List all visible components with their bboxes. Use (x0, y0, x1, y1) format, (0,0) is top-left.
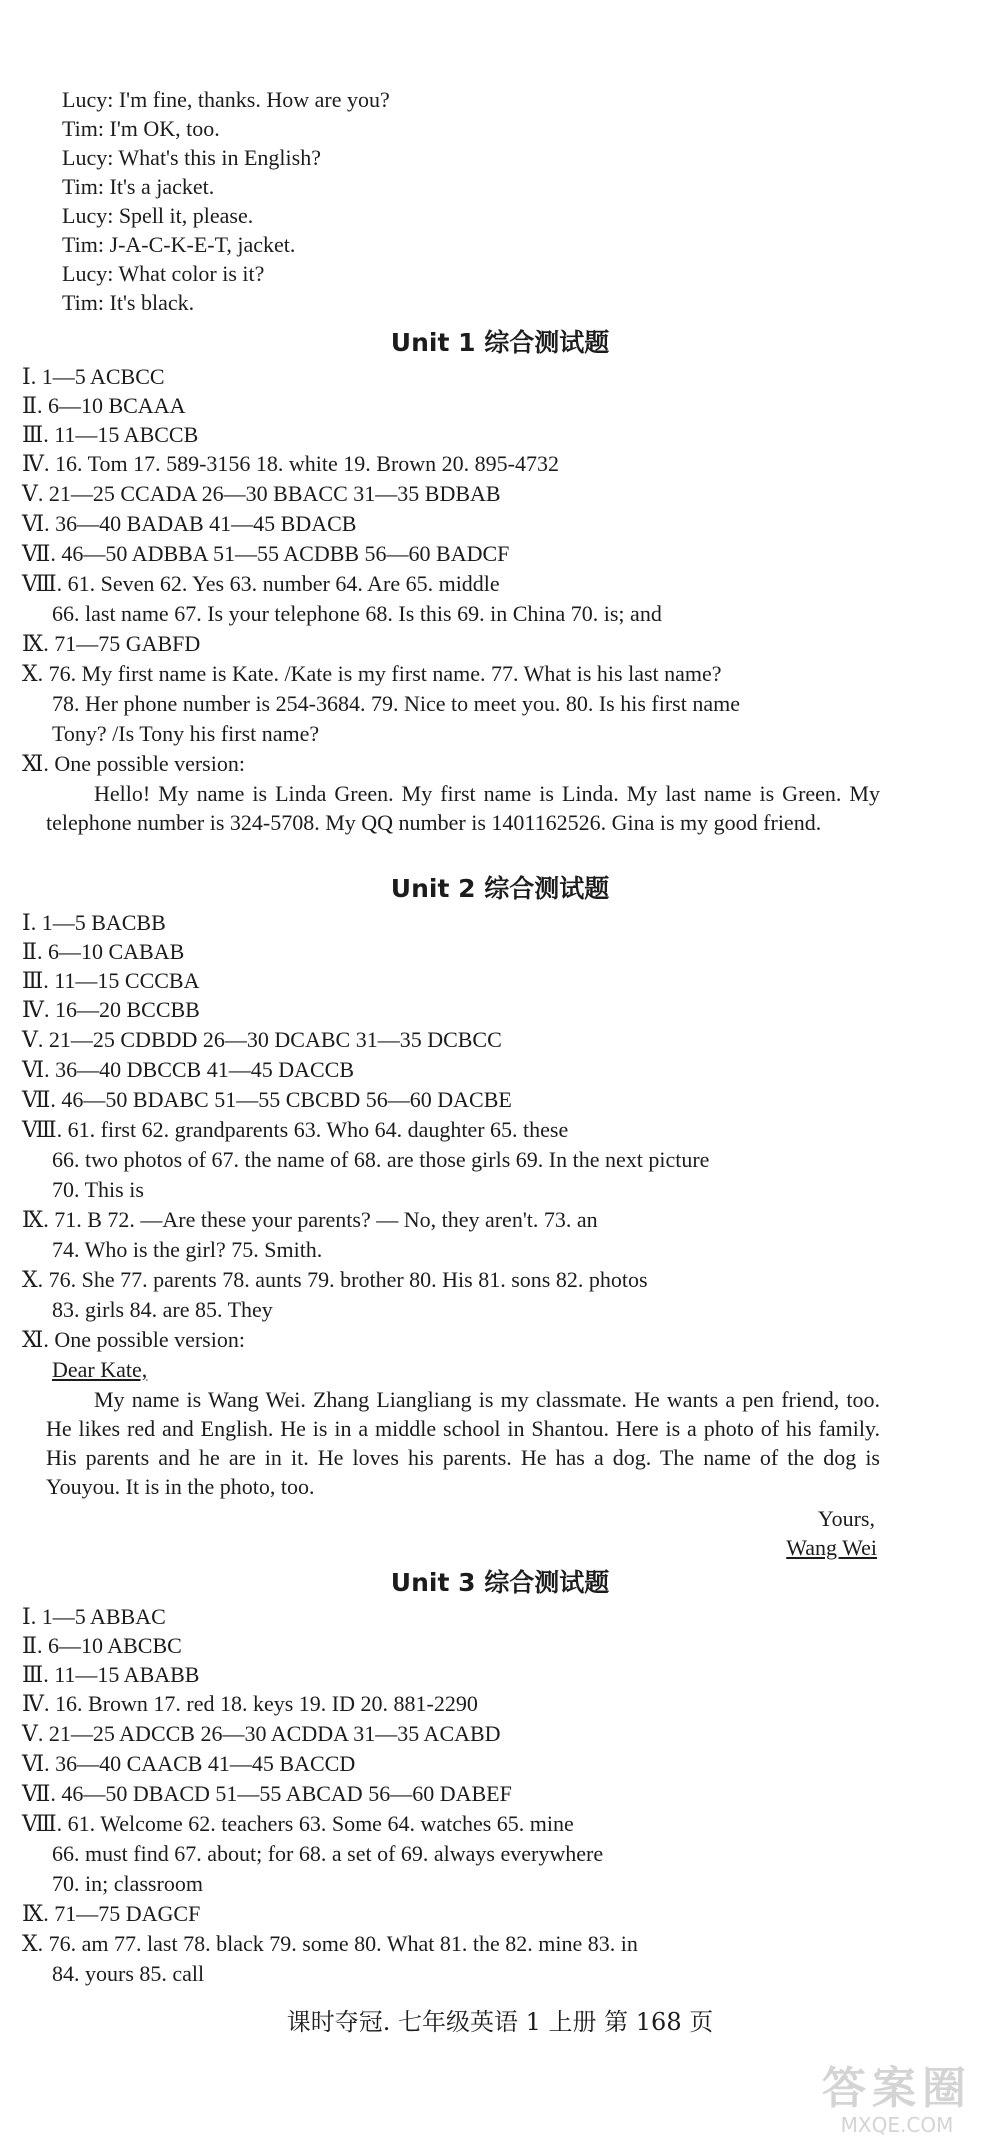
unit2-section-9: Ⅸ. 71. B 72. —Are these your parents? — No, they aren't. 73. an (22, 1207, 598, 1232)
unit3-section-5: Ⅴ. 21—25 ADCCB 26—30 ACDDA 31—35 ACABD (22, 1721, 501, 1746)
dialogue-line: Tim: It's black. (62, 290, 195, 315)
unit3-section-1: Ⅰ. 1—5 ABBAC (22, 1604, 166, 1629)
unit2-section-3: Ⅲ. 11—15 CCCBA (22, 968, 200, 993)
unit2-section-10-cont: 83. girls 84. are 85. They (52, 1297, 273, 1322)
unit1-section-7: Ⅶ. 46—50 ADBBA 51—55 ACDBB 56—60 BADCF (22, 541, 510, 566)
unit1-composition-text: Hello! My name is Linda Green. My first name is Linda. My last name is Green. My telephone number is 324-5708. My QQ number is 1401162526. Gina is my good friend. (46, 781, 880, 835)
unit3-section-9: Ⅸ. 71—75 DAGCF (22, 1901, 201, 1926)
unit2-section-1: Ⅰ. 1—5 BACBB (22, 910, 166, 935)
unit3-section-8-cont: 70. in; classroom (52, 1871, 203, 1896)
unit1-section-10: Ⅹ. 76. My first name is Kate. /Kate is my first name. 77. What is his last name? (22, 661, 722, 686)
watermark-url: MXQE.COM (840, 2113, 954, 2137)
dialogue-line: Lucy: What's this in English? (62, 145, 321, 170)
unit2-section-8: Ⅷ. 61. first 62. grandparents 63. Who 64. daughter 65. these (22, 1117, 569, 1142)
unit3-section-8-cont: 66. must find 67. about; for 68. a set of 69. always everywhere (52, 1841, 604, 1866)
unit1-title: Unit 1 综合测试题 (390, 328, 610, 357)
letter-closing: Yours, (817, 1506, 875, 1531)
unit3-section-7: Ⅶ. 46—50 DBACD 51—55 ABCAD 56—60 DABEF (22, 1781, 512, 1806)
unit2-section-6: Ⅵ. 36—40 DBCCB 41—45 DACCB (22, 1057, 355, 1082)
unit2-section-10: Ⅹ. 76. She 77. parents 78. aunts 79. brother 80. His 81. sons 82. photos (22, 1267, 648, 1292)
dialogue-line: Tim: It's a jacket. (62, 174, 215, 199)
unit1-section-11: Ⅺ. One possible version: (22, 751, 245, 776)
watermark-logo-text: 答案圈 (822, 2063, 972, 2114)
dialogue-line: Tim: I'm OK, too. (62, 116, 220, 141)
unit3-section-4: Ⅳ. 16. Brown 17. red 18. keys 19. ID 20. 881-2290 (22, 1691, 478, 1716)
watermark-logo (802, 2065, 992, 2147)
unit3-title: Unit 3 综合测试题 (390, 1568, 610, 1597)
unit2-letter (46, 1385, 880, 1501)
dialogue-line: Lucy: Spell it, please. (62, 203, 254, 228)
unit2-section-8-cont: 66. two photos of 67. the name of 68. are those girls 69. In the next picture (52, 1147, 710, 1172)
unit3-section-8: Ⅷ. 61. Welcome 62. teachers 63. Some 64. watches 65. mine (22, 1811, 574, 1836)
unit2-letter-text: My name is Wang Wei. Zhang Liangliang is my classmate. He wants a pen friend, too. He likes red and English. He is in a middle school in Shantou. Here is a photo of his family. His parents and he are in it. He loves his parents. He has a dog. The name of the dog is Youyou. It is in the photo, too. (46, 1387, 880, 1499)
unit2-section-7: Ⅶ. 46—50 BDABC 51—55 CBCBD 56—60 DACBE (22, 1087, 512, 1112)
page-footer: 课时夺冠. 七年级英语 1 上册 第 168 页 (286, 2008, 714, 2036)
unit3-section-3: Ⅲ. 11—15 ABABB (22, 1662, 200, 1687)
unit3-section-10-cont: 84. yours 85. call (52, 1961, 205, 1986)
unit1-section-4: Ⅳ. 16. Tom 17. 589-3156 18. white 19. Brown 20. 895-4732 (22, 451, 560, 476)
unit1-section-3: Ⅲ. 11—15 ABCCB (22, 422, 199, 447)
dialogue-line: Lucy: What color is it? (62, 261, 265, 286)
unit2-section-5: Ⅴ. 21—25 CDBDD 26—30 DCABC 31—35 DCBCC (22, 1027, 502, 1052)
unit1-section-9: Ⅸ. 71—75 GABFD (22, 631, 201, 656)
unit3-section-2: Ⅱ. 6—10 ABCBC (22, 1633, 182, 1658)
dialogue-line: Tim: J-A-C-K-E-T, jacket. (62, 232, 296, 257)
unit2-section-4: Ⅳ. 16—20 BCCBB (22, 997, 200, 1022)
unit1-section-8: Ⅷ. 61. Seven 62. Yes 63. number 64. Are 65. middle (22, 571, 500, 596)
unit1-section-6: Ⅵ. 36—40 BADAB 41—45 BDACB (22, 511, 357, 536)
unit1-section-5: Ⅴ. 21—25 CCADA 26—30 BBACC 31—35 BDBAB (22, 481, 501, 506)
unit3-section-10: Ⅹ. 76. am 77. last 78. black 79. some 80. What 81. the 82. mine 83. in (22, 1931, 638, 1956)
unit3-section-6: Ⅵ. 36—40 CAACB 41—45 BACCD (22, 1751, 356, 1776)
dialogue-line: Lucy: I'm fine, thanks. How are you? (62, 87, 390, 112)
unit1-section-1: Ⅰ. 1—5 ACBCC (22, 364, 165, 389)
unit1-section-10-cont: Tony? /Is Tony his first name? (52, 721, 320, 746)
unit2-section-8-cont: 70. This is (52, 1177, 144, 1202)
letter-salutation: Dear Kate, (52, 1357, 148, 1382)
unit1-composition (46, 779, 880, 837)
unit2-section-2: Ⅱ. 6—10 CABAB (22, 939, 185, 964)
unit2-section-9-cont: 74. Who is the girl? 75. Smith. (52, 1237, 323, 1262)
unit1-section-10-cont: 78. Her phone number is 254-3684. 79. Nice to meet you. 80. Is his first name (52, 691, 740, 716)
unit1-section-8-cont: 66. last name 67. Is your telephone 68. Is this 69. in China 70. is; and (52, 601, 662, 626)
unit2-section-11: Ⅺ. One possible version: (22, 1327, 245, 1352)
letter-signature: Wang Wei (786, 1535, 877, 1560)
unit1-section-2: Ⅱ. 6—10 BCAAA (22, 393, 186, 418)
unit2-title: Unit 2 综合测试题 (390, 874, 610, 903)
